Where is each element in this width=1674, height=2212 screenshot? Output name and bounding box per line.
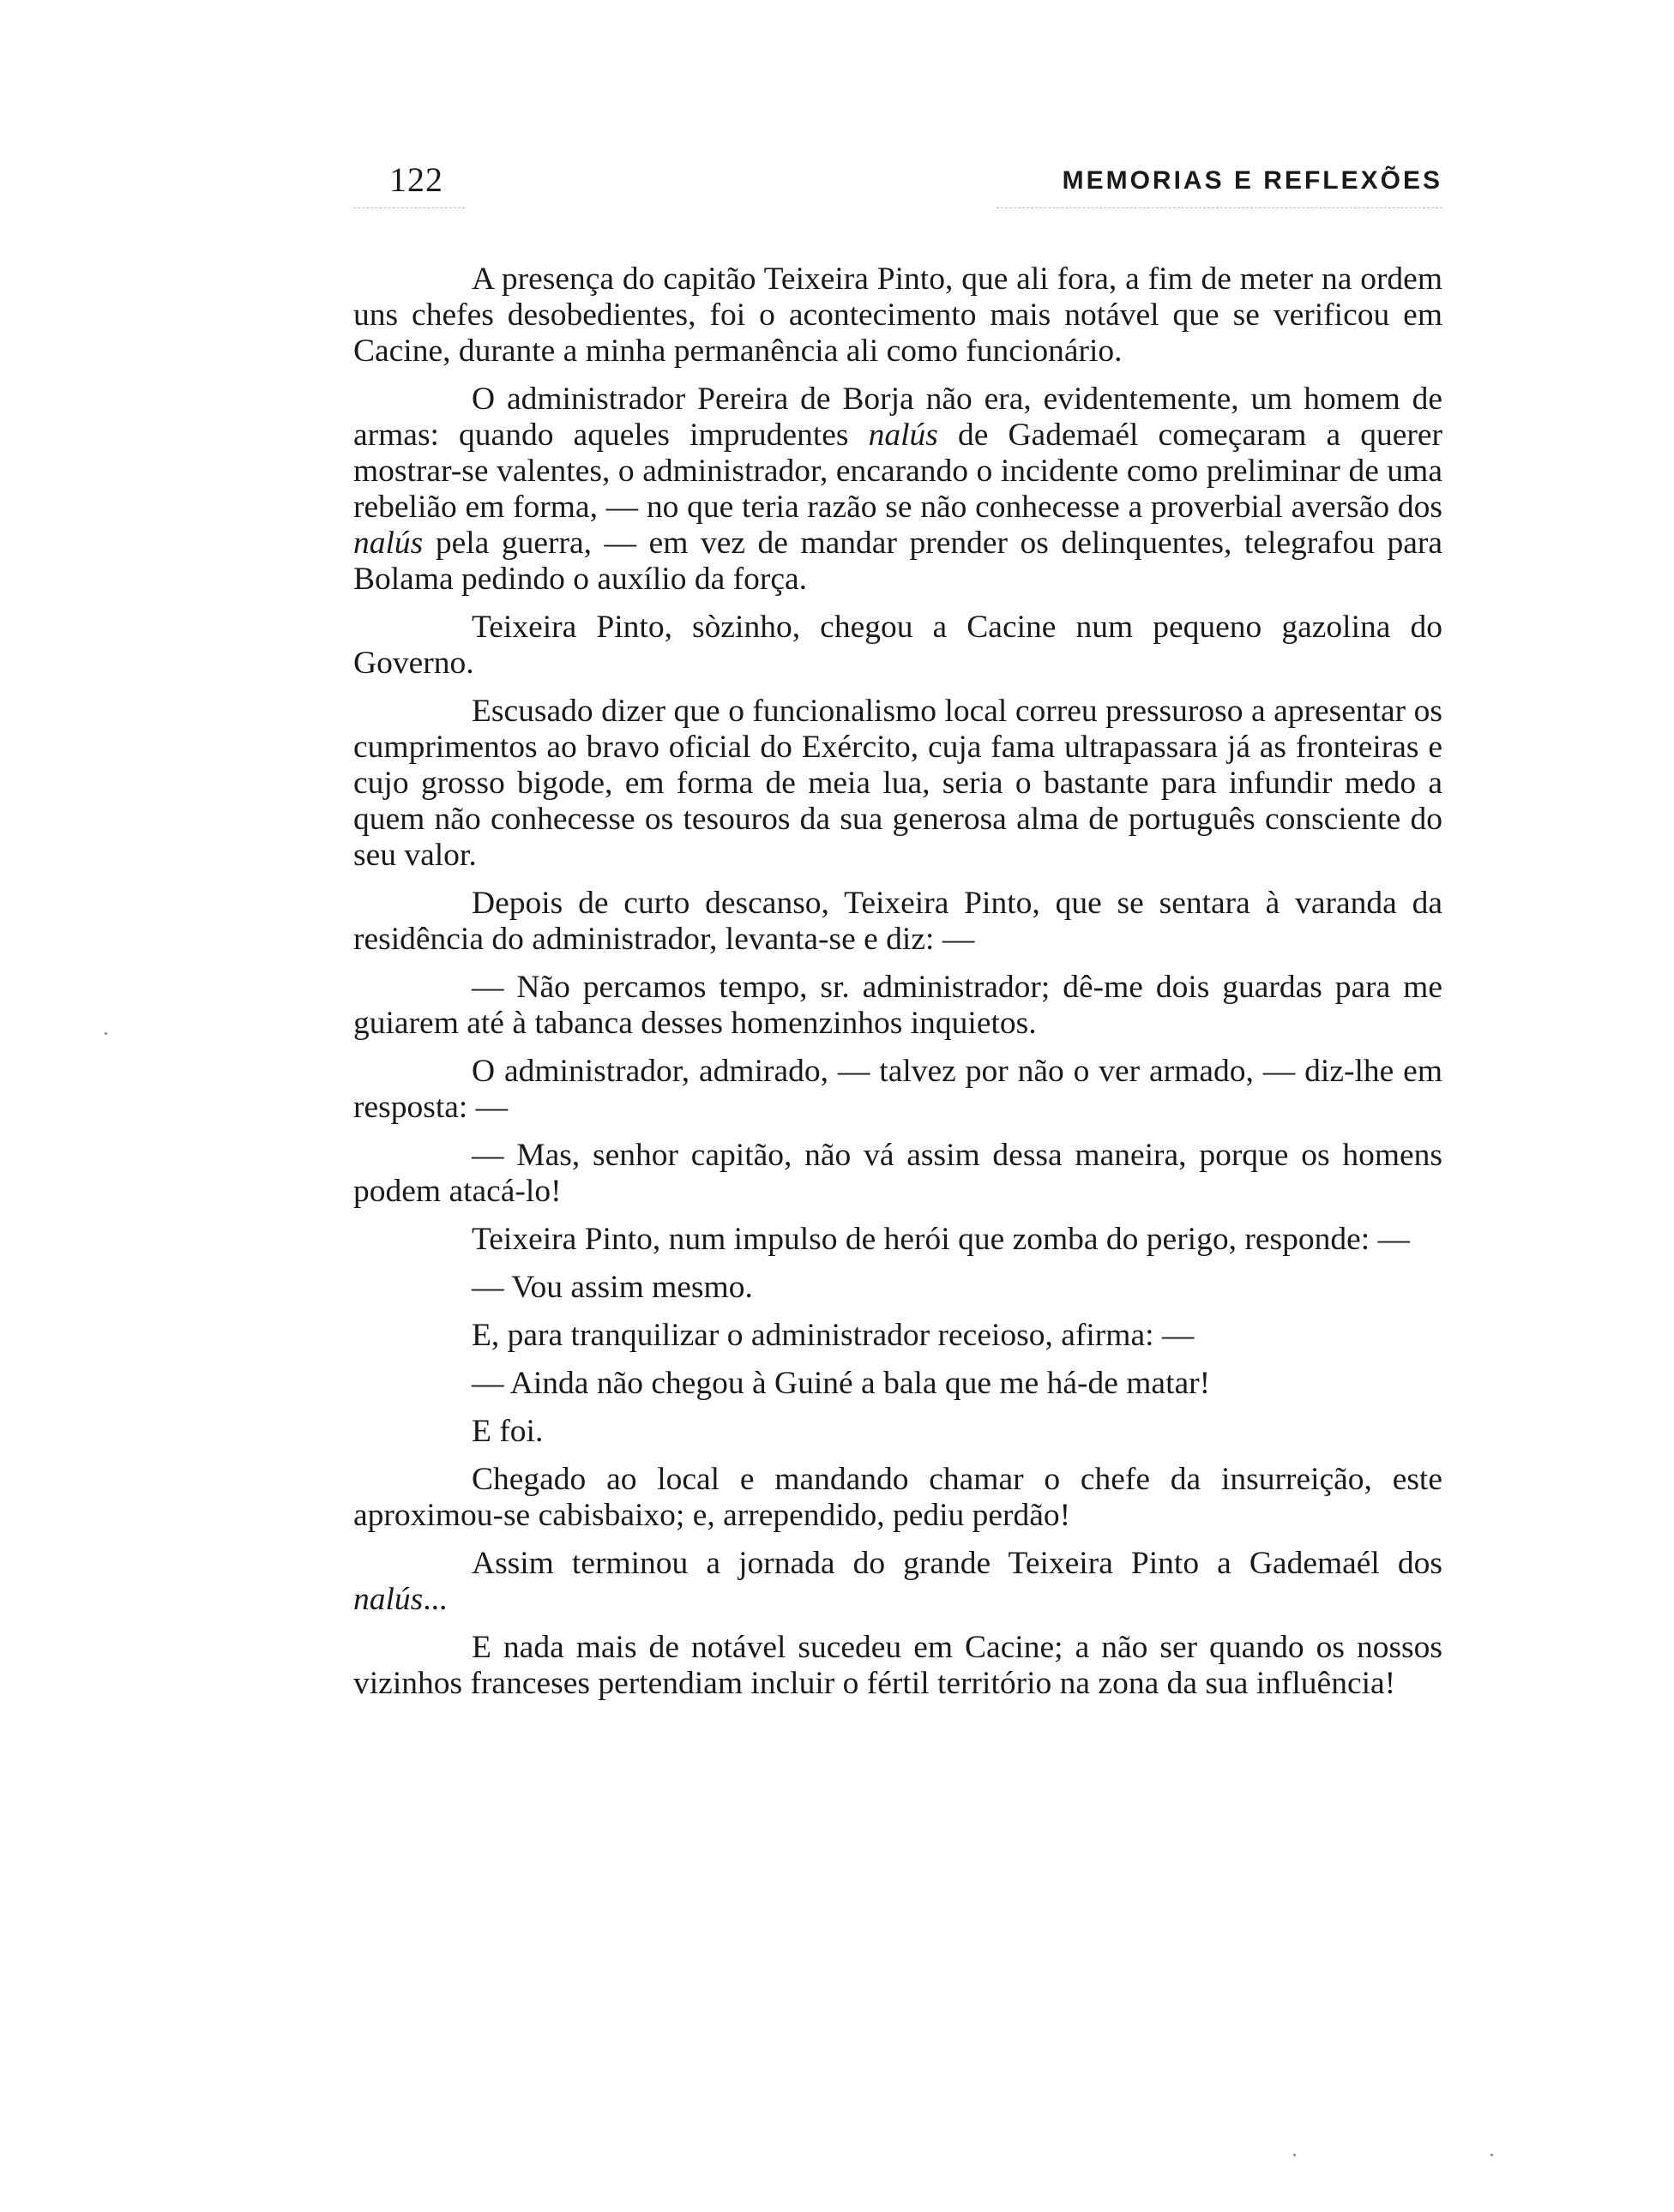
paragraph-8 bbox=[353, 1138, 1442, 1210]
header-rule-right bbox=[997, 207, 1442, 208]
paragraph-text: Teixeira Pinto, sòzinho, chegou a Cacine num pequeno gazolina do Governo. bbox=[353, 610, 1442, 681]
paragraph-text: — Mas, senhor capitão, não vá assim dessa maneira, porque os homens podem atacá-lo! bbox=[353, 1138, 1442, 1209]
paragraph-9 bbox=[353, 1222, 1442, 1258]
paragraph-text: O administrador Pereira de Borja não era, evidentemente, um homem de armas: quando aqueles imprudentes bbox=[353, 382, 1442, 453]
paragraph-16 bbox=[353, 1630, 1442, 1702]
paragraph-text: de Gademaél começaram a querer mostrar-se valentes, o administrador, encarando o incidente como preliminar de uma rebelião em forma, — no que teria razão se não conhecesse a proverbial aversão dos bbox=[353, 418, 1442, 525]
paragraph-text: — Vou assim mesmo. bbox=[472, 1270, 753, 1305]
paragraph-text: Assim terminou a jornada do grande Teixeira Pinto a Gademaél dos bbox=[472, 1546, 1442, 1581]
paragraph-13 bbox=[353, 1414, 1442, 1450]
paragraph-text: A presença do capitão Teixeira Pinto, que ali fora, a fim de meter na ordem uns chefes desobedientes, foi o acontecimento mais notável que se verificou em Cacine, durante a minha permanência ali como funcionário. bbox=[353, 261, 1442, 369]
paragraph-2 bbox=[353, 382, 1442, 598]
header-rule-left bbox=[353, 207, 465, 208]
italic-term: nalús bbox=[353, 526, 424, 561]
paragraph-text: pela guerra, — em vez de mandar prender os delinquentes, telegrafou para Bolama pedindo o auxílio da força. bbox=[353, 526, 1442, 597]
paragraph-text: E foi. bbox=[472, 1414, 544, 1449]
paragraph-12 bbox=[353, 1366, 1442, 1402]
paragraph-5 bbox=[353, 886, 1442, 958]
paragraph-text: — Não percamos tempo, sr. administrador; dê-me dois guardas para me guiarem até à tabanca desses homenzinhos inquietos. bbox=[353, 970, 1442, 1041]
page-number: 122 bbox=[389, 160, 443, 199]
paragraph-3 bbox=[353, 610, 1442, 682]
paragraph-text: Chegado ao local e mandando chamar o chefe da insurreição, este aproximou-se cabisbaixo; e, arrependido, pediu perdão! bbox=[353, 1462, 1442, 1533]
body-text bbox=[353, 261, 1442, 1714]
paragraph-1 bbox=[353, 261, 1442, 370]
paragraph-text: Escusado dizer que o funcionalismo local correu pressuroso a apresentar os cumprimentos ao bravo oficial do Exército, cuja fama ultrapassara já as fronteiras e cujo grosso bigode, em forma de meia lua, seria o bastante para infundir medo a quem não conhecesse os tesouros da sua generosa alma de português consciente do seu valor. bbox=[353, 694, 1442, 873]
paragraph-text: O administrador, admirado, — talvez por não o ver armado, — diz-lhe em resposta: — bbox=[353, 1054, 1442, 1125]
paragraph-text: Depois de curto descanso, Teixeira Pinto, que se sentara à varanda da residência do administrador, levanta-se e diz: — bbox=[353, 886, 1442, 957]
paragraph-14 bbox=[353, 1462, 1442, 1534]
paragraph-text: — Ainda não chegou à Guiné a bala que me há-de matar! bbox=[472, 1366, 1211, 1401]
paragraph-11 bbox=[353, 1318, 1442, 1354]
paragraph-text: Teixeira Pinto, num impulso de herói que zomba do perigo, responde: — bbox=[472, 1222, 1411, 1257]
paragraph-15 bbox=[353, 1546, 1442, 1618]
paragraph-text: ... bbox=[423, 1582, 448, 1617]
page-header bbox=[353, 154, 1442, 206]
italic-term: nalús bbox=[353, 1582, 424, 1617]
paragraph-text: E nada mais de notável sucedeu em Cacine; a não ser quando os nossos vizinhos franceses pertendiam incluir o fértil território na zona da sua influência! bbox=[353, 1630, 1442, 1701]
paragraph-6 bbox=[353, 970, 1442, 1042]
paragraph-10 bbox=[353, 1270, 1442, 1306]
running-head: MEMORIAS E REFLEXÕES bbox=[1062, 166, 1442, 195]
italic-term: nalús bbox=[868, 418, 938, 453]
paragraph-4 bbox=[353, 694, 1442, 874]
paragraph-7 bbox=[353, 1054, 1442, 1126]
paragraph-text: E, para tranquilizar o administrador receioso, afirma: — bbox=[472, 1318, 1195, 1353]
